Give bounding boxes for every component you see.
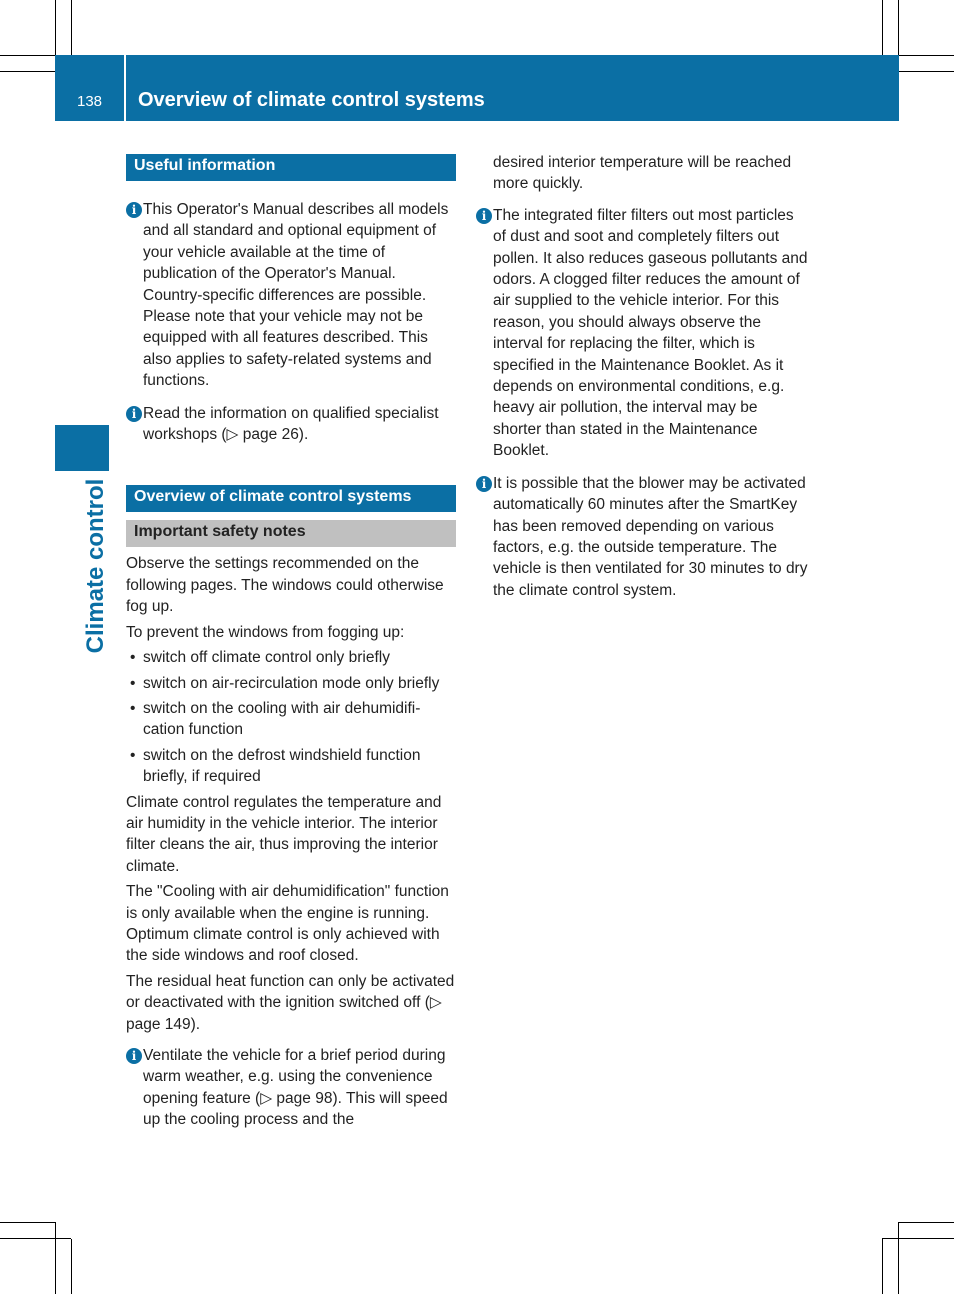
crop-mark bbox=[898, 1222, 899, 1294]
paragraph: Climate control regulates the temperature and air humidity in the vehicle interior. The interior filter cleans the air, thus improving the interior climate. bbox=[126, 793, 442, 875]
crop-mark bbox=[899, 55, 954, 56]
crop-mark bbox=[899, 1222, 954, 1223]
info-note bbox=[476, 205, 808, 462]
info-text: The integrated filter filters out most particles of dust and soot and completely filters out pollen. It also reduces gaseous pollutants and odors. A clogged filter reduces the amount of air supplied to the vehicle interior. For this reason, you should always observe the interval for replacing the filter, which is specified in the Maintenance Booklet. As it depends on environmental conditions, e.g. heavy air pollution, the interval may be shorter than stated in the Maintenance Booklet. bbox=[493, 206, 808, 460]
list-item: • switch off climate control only briefly bbox=[126, 647, 456, 668]
header-separator bbox=[124, 55, 126, 121]
chapter-tab bbox=[55, 425, 109, 471]
crop-mark bbox=[0, 1222, 55, 1223]
left-column bbox=[126, 154, 456, 1142]
info-icon: i bbox=[126, 406, 142, 422]
crop-mark bbox=[55, 1222, 56, 1294]
info-text: This Operator's Manual describes all models and all standard and optional equipment of your vehicle available at the time of publication of the Operator's Manual. Country-specific differences are possible. Please note that your vehicle may not be equipped with all features described. This also applies to safety-related systems and functions. bbox=[143, 201, 449, 390]
crop-mark bbox=[0, 55, 55, 56]
useful-information-heading: Useful information bbox=[126, 154, 456, 181]
right-column bbox=[476, 152, 808, 612]
info-text: Read the information on qualified specialist workshops (▷ page 26). bbox=[143, 404, 439, 444]
list-item: • switch on air-recirculation mode only briefly bbox=[126, 673, 456, 694]
info-text: Ventilate the vehicle for a brief period during warm weather, e.g. using the convenience opening feature (▷ page 98). This will speed up the cooling process and the bbox=[143, 1047, 448, 1129]
paragraph: The residual heat function can only be activated or deactivated with the ignition switched off (▷ page 149). bbox=[126, 972, 455, 1033]
info-note bbox=[126, 199, 456, 392]
page-title: Overview of climate control systems bbox=[138, 89, 485, 111]
crop-mark bbox=[899, 71, 954, 72]
info-icon: i bbox=[126, 202, 142, 218]
subsection-heading: Important safety notes bbox=[126, 520, 456, 547]
page-number: 138 bbox=[76, 93, 103, 110]
crop-mark bbox=[882, 0, 883, 55]
section-heading: Overview of climate control systems bbox=[126, 485, 456, 512]
crop-mark bbox=[882, 1238, 954, 1239]
crop-mark bbox=[882, 1239, 883, 1294]
info-icon: i bbox=[126, 1048, 142, 1064]
bullet-list bbox=[126, 647, 456, 787]
paragraph: desired interior temperature will be reached more quickly. bbox=[493, 154, 792, 193]
crop-mark bbox=[71, 1239, 72, 1294]
crop-mark bbox=[0, 71, 55, 72]
paragraph: Observe the settings recommended on the following pages. The windows could otherwise fog up. bbox=[126, 555, 444, 616]
info-note bbox=[126, 403, 456, 446]
list-item: • switch on the cooling with air dehumidification function bbox=[126, 698, 456, 741]
info-icon: i bbox=[476, 208, 492, 224]
paragraph: To prevent the windows from fogging up: bbox=[126, 623, 405, 641]
crop-mark bbox=[71, 0, 72, 55]
info-note bbox=[476, 473, 808, 601]
paragraph: The "Cooling with air dehumidification" function is only available when the engine is running. Optimum climate control is only achieved with the side windows and roof closed. bbox=[126, 883, 449, 965]
list-item: • switch on the defrost windshield function briefly, if required bbox=[126, 745, 456, 788]
info-note bbox=[126, 1045, 456, 1131]
info-text: It is possible that the blower may be activated automatically 60 minutes after the SmartKey has been removed depending on various factors, e.g. the outside temperature. The vehicle is then ventilated for 30 minutes to dry the climate control system. bbox=[493, 474, 808, 599]
chapter-label: Climate control bbox=[82, 478, 109, 654]
crop-mark bbox=[0, 1238, 71, 1239]
info-icon: i bbox=[476, 476, 492, 492]
